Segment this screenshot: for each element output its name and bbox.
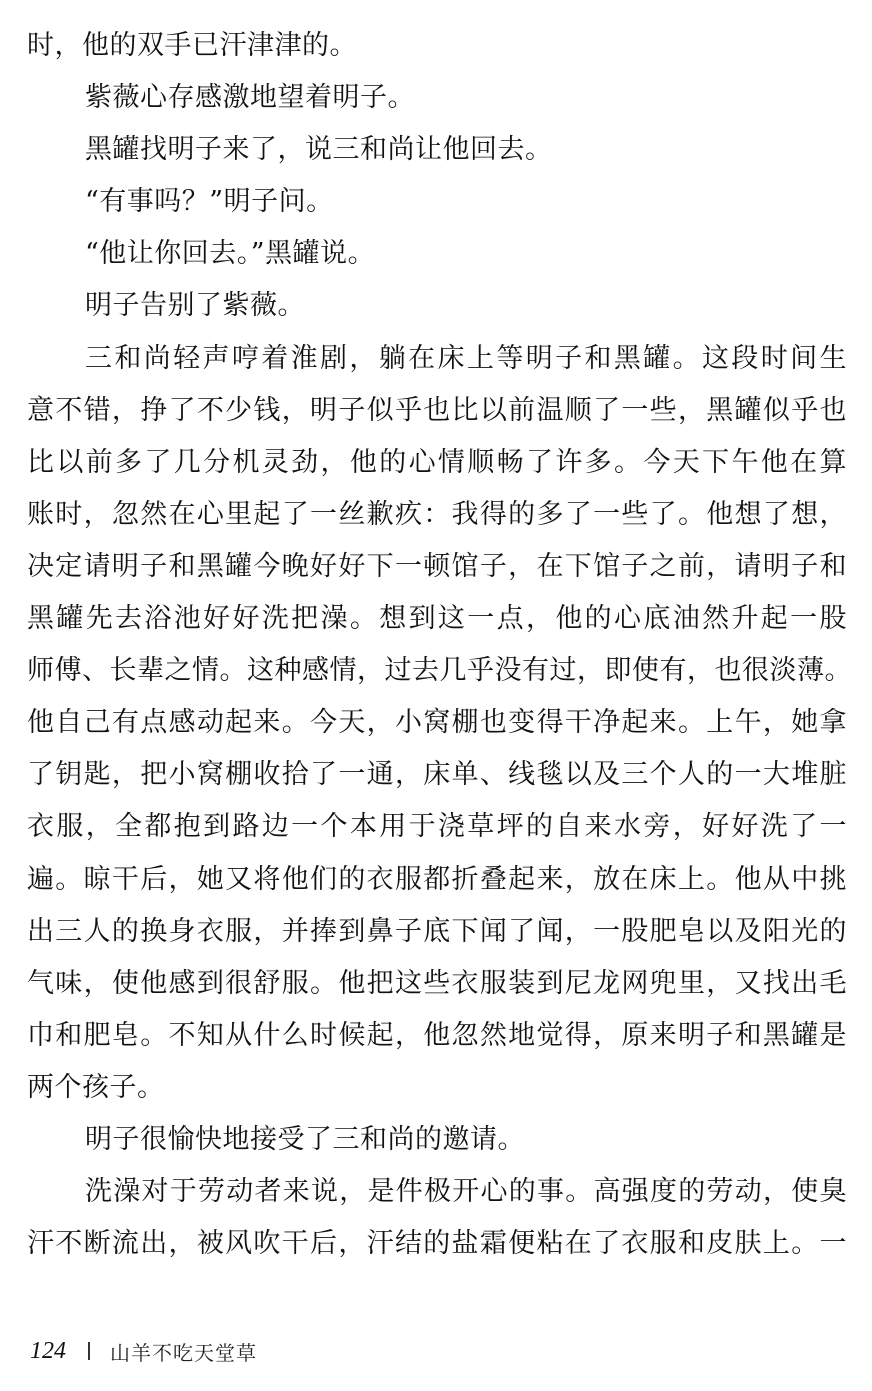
text-line: 黑罐先去浴池好好洗把澡。想到这一点，他的心底油然升起一股 (27, 603, 847, 635)
text-line: 出三人的换身衣服，并捧到鼻子底下闻了闻，一股肥皂以及阳光的 (27, 915, 847, 947)
text-line: 两个孩子。 (27, 1071, 165, 1103)
text-line: 黑罐找明子来了，说三和尚让他回去。 (85, 134, 553, 166)
text-line: 账时，忽然在心里起了一丝歉疚：我得的多了一些了。他想了想， (27, 498, 847, 530)
text-line: 汗不断流出，被风吹干后，汗结的盐霜便粘在了衣服和皮肤上。一 (27, 1228, 847, 1260)
text-line: 明子告别了紫薇。 (85, 290, 305, 322)
text-line: 时，他的双手已汗津津的。 (27, 30, 357, 61)
text-line: 三和尚轻声哼着淮剧，躺在床上等明子和黑罐。这段时间生 (85, 342, 847, 374)
text-line: 明子很愉快地接受了三和尚的邀请。 (85, 1123, 525, 1155)
page-number: 124 (30, 1337, 66, 1364)
page-body (27, 20, 852, 1270)
text-line: “有事吗？”明子问。 (85, 186, 334, 218)
text-line: 洗澡对于劳动者来说，是件极开心的事。高强度的劳动，使臭 (85, 1176, 847, 1208)
text-line: 他自己有点感动起来。今天，小窝棚也变得干净起来。上午，她拿 (27, 707, 847, 739)
text-line: 紫薇心存感激地望着明子。 (85, 82, 415, 114)
text-line: 巾和肥皂。不知从什么时候起，他忽然地觉得，原来明子和黑罐是 (27, 1019, 847, 1051)
text-line: 了钥匙，把小窝棚收拾了一通，床单、线毯以及三个人的一大堆脏 (27, 759, 847, 791)
text-line: 意不错，挣了不少钱，明子似乎也比以前温顺了一些，黑罐似乎也 (27, 394, 847, 426)
text-line: “他让你回去。”黑罐说。 (85, 238, 376, 270)
text-line: 遍。晾干后，她又将他们的衣服都折叠起来，放在床上。他从中挑 (27, 863, 847, 895)
page-footer (30, 1336, 257, 1366)
footer-separator (88, 1342, 90, 1360)
text-line: 衣服，全都抱到路边一个本用于浇草坪的自来水旁，好好洗了一 (27, 811, 847, 843)
text-line: 决定请明子和黑罐今晚好好下一顿馆子，在下馆子之前，请明子和 (27, 550, 847, 582)
book-title: 山羊不吃天堂草 (110, 1340, 257, 1365)
text-line: 比以前多了几分机灵劲，他的心情顺畅了许多。今天下午他在算 (27, 446, 847, 478)
text-line: 师傅、长辈之情。这种感情，过去几乎没有过，即使有，也很淡薄。 (27, 655, 852, 687)
text-line: 气味，使他感到很舒服。他把这些衣服装到尼龙网兜里，又找出毛 (27, 967, 847, 999)
